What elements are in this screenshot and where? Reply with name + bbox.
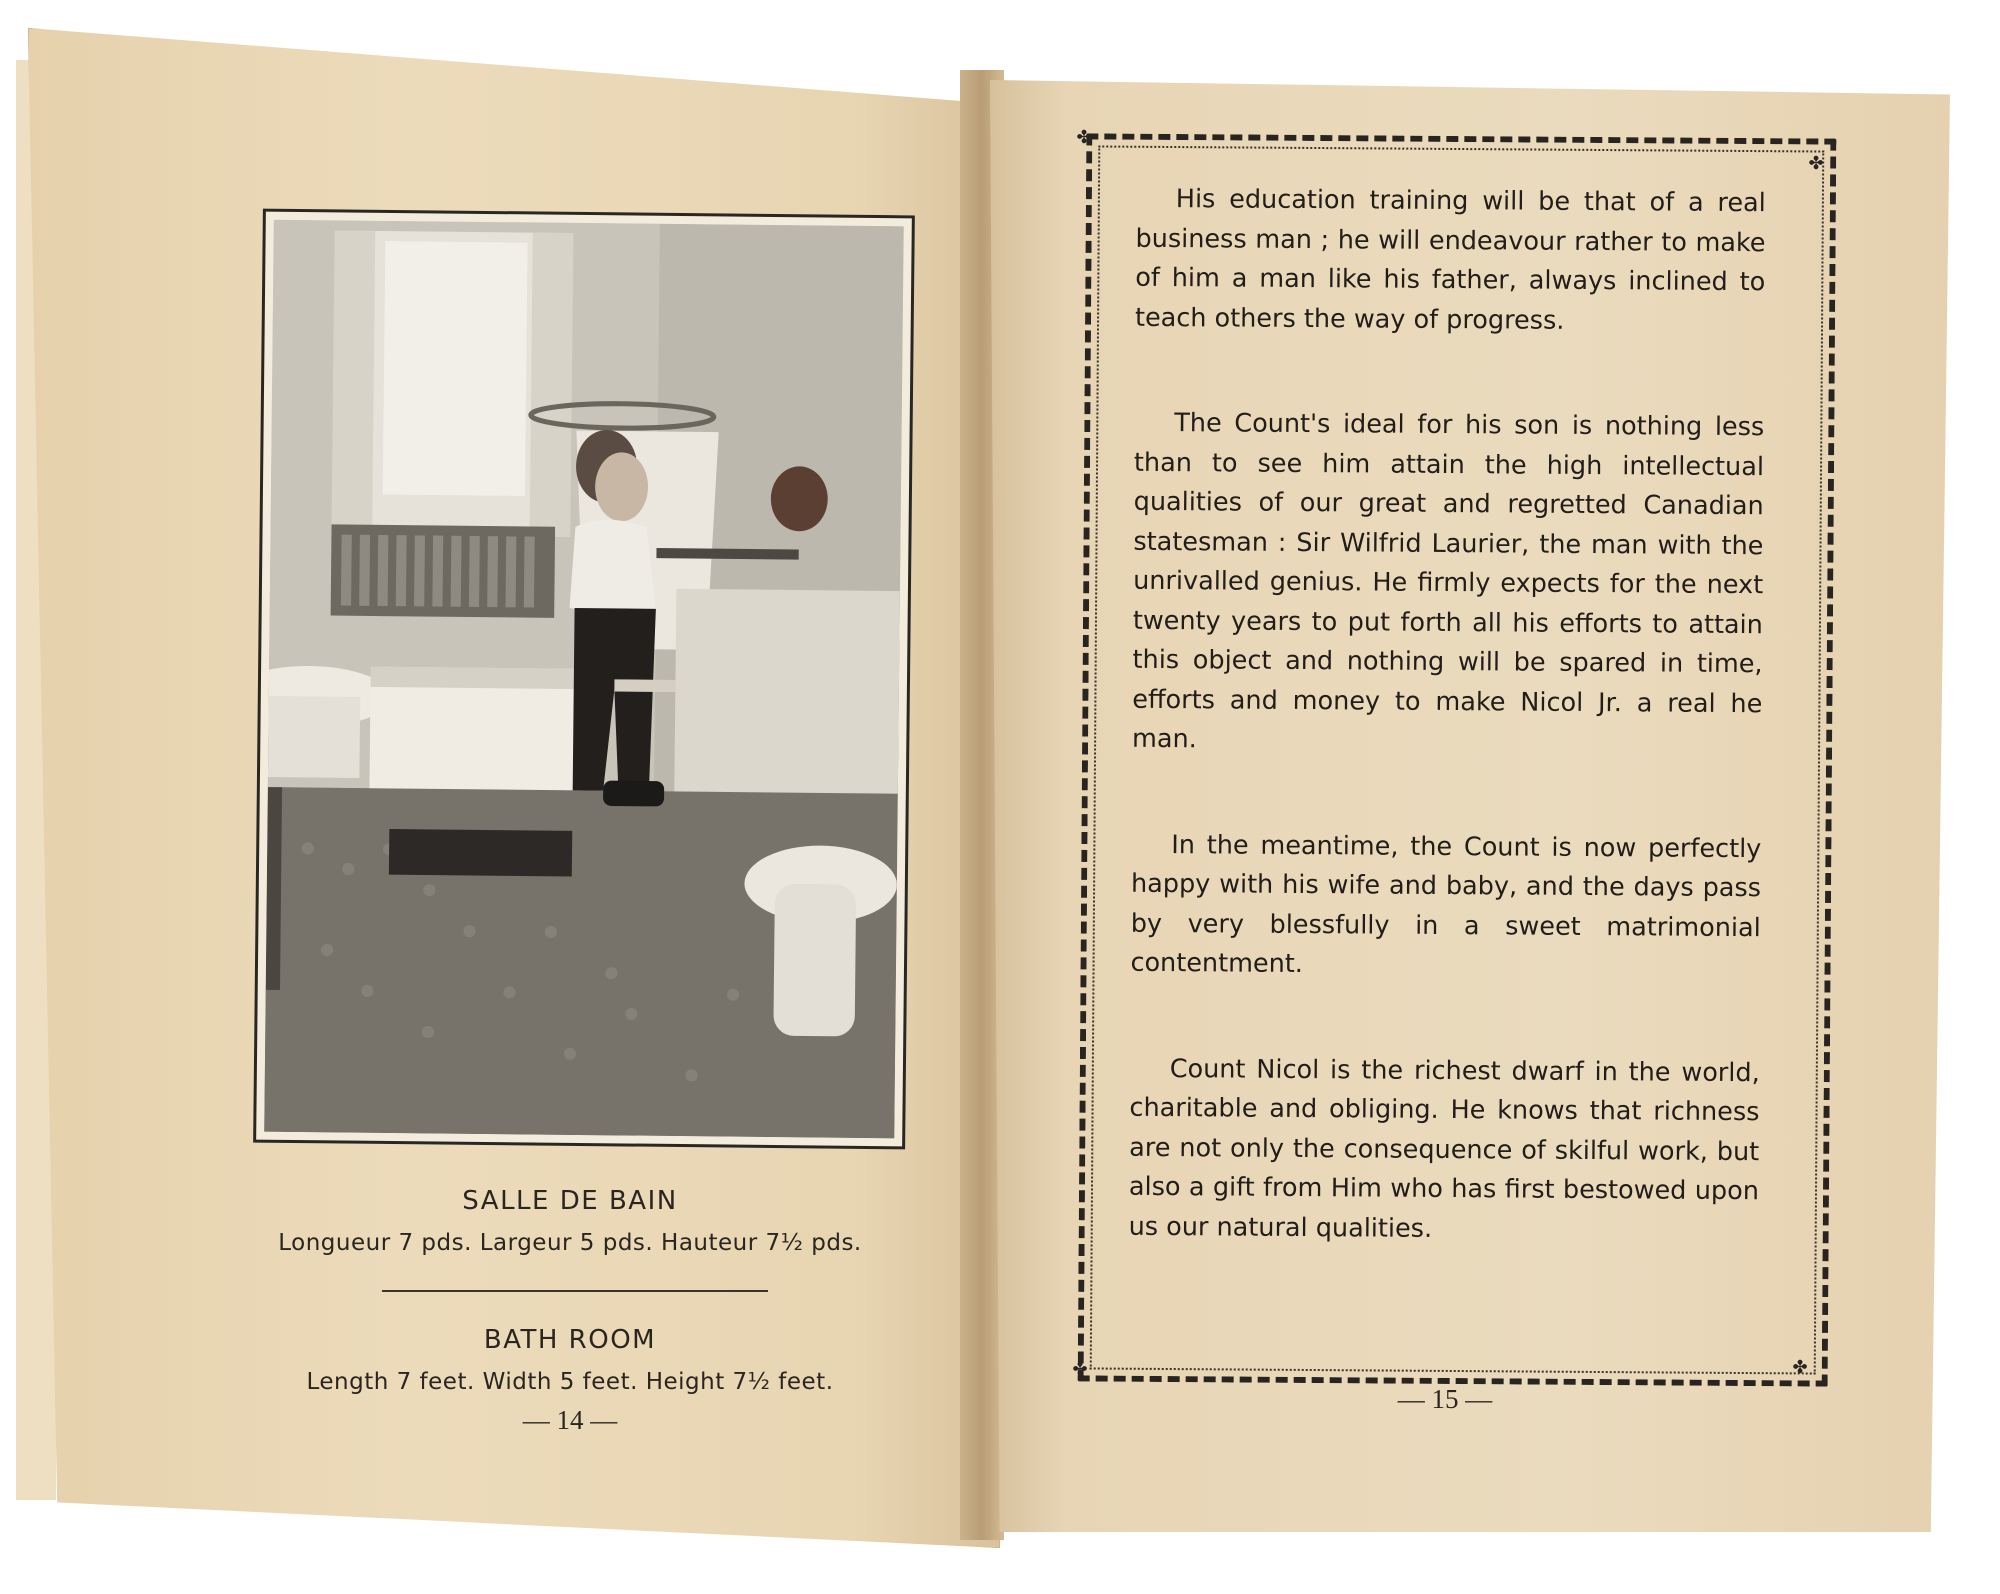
corner-ornament-icon: ✤ — [1808, 153, 1824, 174]
paragraph: His education training will be that of a real business man ; he will endeavour rather to make of him a man like his father, always inclined to teach others the way of progress. — [1134, 184, 1766, 336]
corner-ornament-icon: ✤ — [1792, 1357, 1808, 1378]
body-text — [1128, 180, 1766, 1317]
corner-ornament-icon: ✤ — [1076, 127, 1092, 148]
caption-french — [230, 1186, 910, 1256]
caption-divider — [382, 1290, 768, 1292]
paragraph: Count Nicol is the richest dwarf in the world, charitable and obliging. He knows that richness are not only the consequence of skilful work, but also a gift from Him who has first bestowed upon us our natural qualities. — [1128, 1053, 1760, 1244]
caption-french-dimensions: Longueur 7 pds. Largeur 5 pds. Hauteur 7½ pds. — [278, 1230, 862, 1256]
bathroom-photo — [264, 220, 904, 1139]
paragraph: In the meantime, the Count is now perfectly happy with his wife and baby, and the days pass by very blessfully in a sweet matrimonial contentment. — [1130, 829, 1762, 979]
bathroom-photo-illustration — [264, 220, 904, 1139]
caption-french-title: SALLE DE BAIN — [462, 1186, 678, 1216]
corner-ornament-icon: ✤ — [1072, 1359, 1088, 1380]
page-number-14: — 14 — — [522, 1405, 618, 1435]
caption-english-title: BATH ROOM — [483, 1325, 657, 1355]
paragraph: The Count's ideal for his son is nothing less than to see him attain the high intellectual qualities of our great and regretted Canadian statesman : Sir Wilfrid Laurier, the man with the unrivalled genius. He firmly expects for the next twenty years to put forth all his efforts to attain this object and nothing will be spared in time, efforts and money to make Nicol Jr. a real he man. — [1131, 408, 1765, 755]
page-number-15: — 15 — — [1397, 1384, 1493, 1414]
bathroom-photo-frame — [253, 209, 915, 1150]
caption-english — [230, 1325, 910, 1395]
caption-english-dimensions: Length 7 feet. Width 5 feet. Height 7½ feet. — [306, 1369, 834, 1395]
